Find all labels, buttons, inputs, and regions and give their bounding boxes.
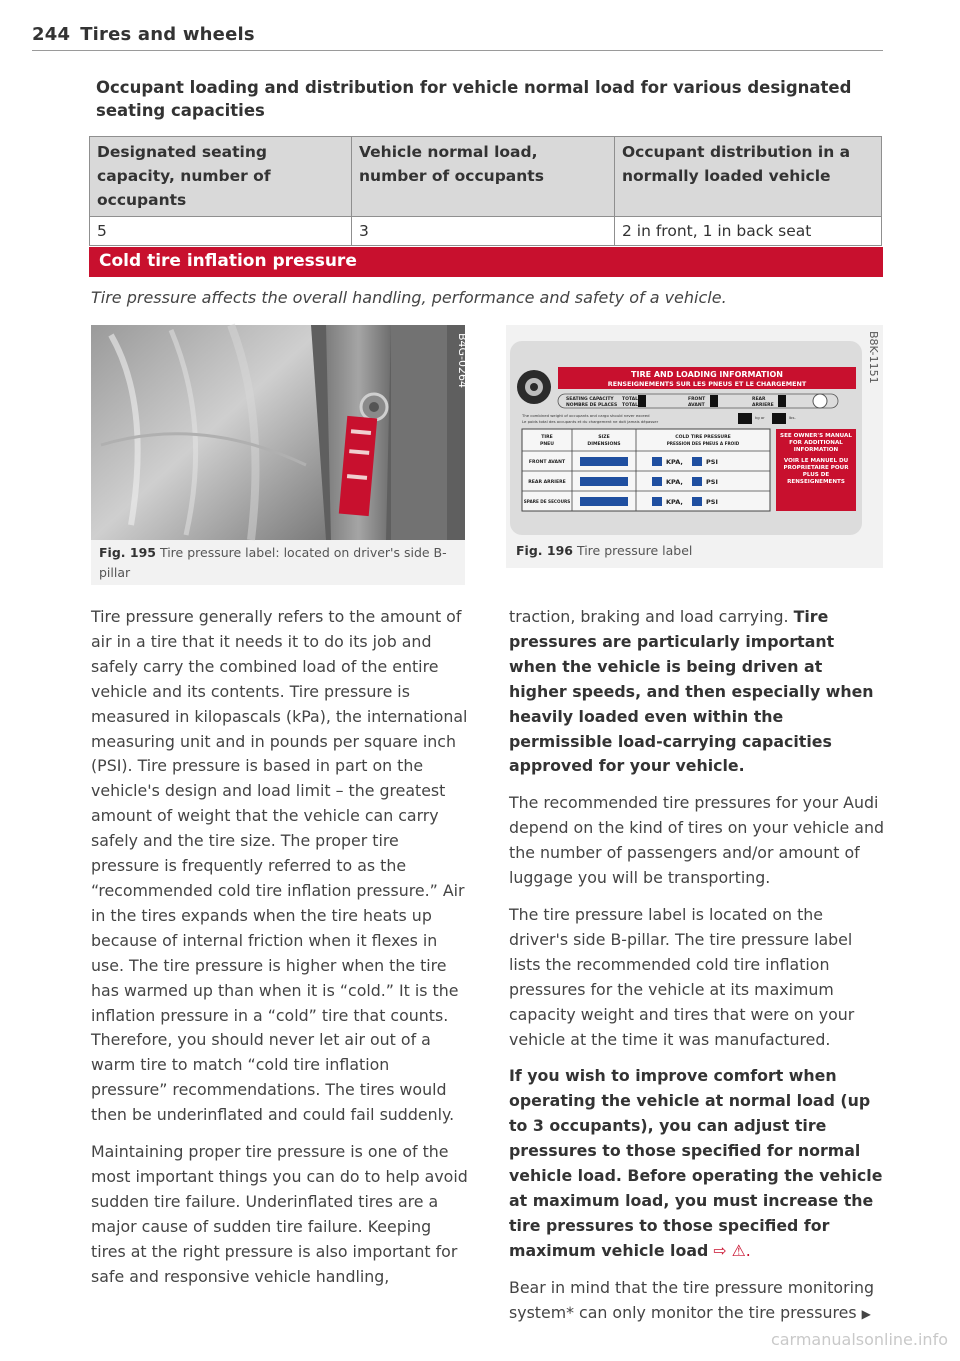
col-tire: TIRE	[541, 435, 553, 440]
figure-caption-text: Tire pressure label: located on driver's side B-pillar	[99, 545, 447, 580]
kpa-unit: KPA,	[666, 498, 683, 506]
owner-manual-note: SEE OWNER'S MANUAL FOR ADDITIONAL INFORMATION	[780, 433, 852, 453]
col-size: SIZE	[598, 435, 610, 440]
body-paragraph: The recommended tire pressures for your Audi depend on the kind of tires on your vehicle and the number of passengers and/or amount of luggage you will be transporting.	[509, 793, 884, 888]
table-row	[90, 217, 882, 246]
figure-code: B8K-1151	[867, 331, 880, 384]
sticker-title-fr: RENSEIGNEMENTS SUR LES PNEUS ET LE CHARGEMENT	[607, 380, 807, 388]
figure-196	[506, 325, 883, 568]
figure-label: Fig. 195	[99, 545, 156, 560]
col-dimensions: DIMENSIONS	[587, 442, 621, 447]
row-front: FRONT AVANT	[528, 460, 566, 465]
psi-unit: PSI	[706, 478, 718, 486]
owner-manual-note-fr: VOIR LE MANUEL DU PROPRIETAIRE POUR PLUS DE RENSEIGNEMENTS	[783, 458, 849, 485]
body-paragraph: Tire pressure generally refers to the amount of air in a tire that it needs it to do its job and safely carry the combined load of the entire vehicle and its contents. Tire pressure is measured in kilopascals (kPa), the international measuring unit and in pounds per square inch (PSI). Tire pressure is based in part on the vehicle's design and load limit – the greatest amount of weight that the vehicle can carry safely and the tire size. The proper tire pressure is frequently referred to as the “recommended cold tire inflation pressure.” Air in the tires expands when the tire heats up because of internal friction when it flexes in use. The tire pressure is higher when the tire has warmed up than when it is “cold.” It is the inflation pressure in a “cold” tire that counts. Therefore, you should never let air out of a warm tire to match “cold tire inflation pressure” recommendations. The tires would then be underinflated and could fail suddenly.	[91, 607, 468, 1125]
kg-label: kg or	[755, 415, 765, 420]
rear-label-fr: ARRIERE	[752, 403, 774, 408]
section-intro: Tire pressure affects the overall handling, performance and safety of a vehicle.	[91, 288, 727, 307]
body-paragraph	[509, 1064, 885, 1263]
col-pneu: PNEU	[539, 442, 555, 447]
front-label-fr: AVANT	[688, 403, 705, 408]
paragraph-text: traction, braking and load carrying.	[509, 607, 789, 626]
right-column	[509, 605, 885, 1338]
combined-weight-text: The combined weight of occupants and cargo should never exceed	[522, 413, 650, 418]
paragraph-bold-text: If you wish to improve comfort when operating the vehicle at normal load (up to 3 occupants), you can adjust tire pressures to those specified for normal vehicle load. Before operating the vehicle at maximum load, you must increase the tire pressures to those specified for maximum vehicle load	[509, 1066, 883, 1260]
table-header-cell: Vehicle normal load, number of occupants	[352, 137, 615, 217]
section-title: Occupant loading and distribution for vehicle normal load for various designated seating capacities	[96, 78, 852, 120]
figure-195	[91, 325, 469, 585]
seating-label-fr: NOMBRE DE PLACES	[566, 403, 618, 408]
table-header-cell: Designated seating capacity, number of occupants	[90, 137, 352, 217]
col-cold-pressure: COLD TIRE PRESSURE	[675, 435, 731, 440]
body-paragraph	[509, 605, 885, 779]
tire-label-graphic	[510, 341, 862, 535]
banner-title: Cold tire inflation pressure	[99, 251, 357, 271]
occupant-table	[89, 136, 882, 246]
col-pression: PRESSION DES PNEUS A FROID	[666, 441, 740, 446]
watermark: carmanualsonline.info	[770, 1330, 948, 1349]
table-cell: 3	[352, 217, 615, 246]
kpa-unit: KPA,	[666, 458, 683, 466]
page-header	[32, 24, 255, 45]
chapter-title: Tires and wheels	[80, 24, 255, 45]
table-header-cell: Occupant distribution in a normally loaded vehicle	[615, 137, 882, 217]
table-cell: 2 in front, 1 in back seat	[615, 217, 882, 246]
figure-caption-text: Tire pressure label	[576, 543, 693, 558]
row-rear: REAR ARRIERE	[528, 480, 566, 485]
combined-weight-text-fr: Le poids total des occupants et du chargement ne doit jamais dépasser	[522, 419, 659, 424]
paragraph-bold-text: Tire pressures are particularly important when the vehicle is being driven at higher speeds, and then especially when heavily loaded even within the permissible load-carrying capacities approved for your vehicle.	[509, 607, 874, 776]
continue-arrow-icon: ▶	[861, 1306, 871, 1321]
figure-code: B4G-0264	[456, 333, 469, 389]
sticker-title: TIRE AND LOADING INFORMATION	[631, 370, 783, 379]
rear-label: REAR	[752, 397, 766, 402]
body-paragraph	[509, 1276, 885, 1327]
lbs-label: lbs.	[789, 415, 796, 420]
table-cell: 5	[90, 217, 352, 246]
paragraph-text: Bear in mind that the tire pressure monitoring system* can only monitor the tire pressures	[509, 1277, 875, 1322]
section-banner	[89, 247, 883, 277]
body-paragraph: The tire pressure label is located on the driver's side B-pillar. The tire pressure label lists the recommended cold tire inflation pressures for the vehicle at its maximum capacity weight and tires that were on your vehicle at the time it was manufactured.	[509, 904, 855, 1049]
left-column	[91, 605, 469, 1301]
figure-caption	[516, 541, 876, 561]
front-label: FRONT	[688, 397, 706, 402]
row-spare: SPARE DE SECOURS	[523, 499, 571, 504]
page-number: 244	[32, 24, 71, 45]
warning-reference-link[interactable]: ⇨ ⚠.	[713, 1240, 751, 1260]
body-paragraph: Maintaining proper tire pressure is one of the most important things you can do to help avoid sudden tire failure. Underinflated tires are a major cause of sudden tire failure. Keeping tires at the right pressure is also important for safe and responsive vehicle handling,	[91, 1142, 468, 1286]
kpa-unit: KPA,	[666, 478, 683, 486]
seating-label: SEATING CAPACITY	[566, 397, 614, 402]
tire-label-sticker	[510, 341, 862, 535]
total-label: TOTAL	[622, 397, 638, 402]
psi-unit: PSI	[706, 498, 718, 506]
door-pillar-photo	[91, 325, 469, 540]
total-label-fr: TOTAL	[622, 403, 638, 408]
figure-caption	[99, 543, 459, 583]
psi-unit: PSI	[706, 458, 718, 466]
header-rule	[32, 50, 883, 51]
figure-label: Fig. 196	[516, 543, 573, 558]
